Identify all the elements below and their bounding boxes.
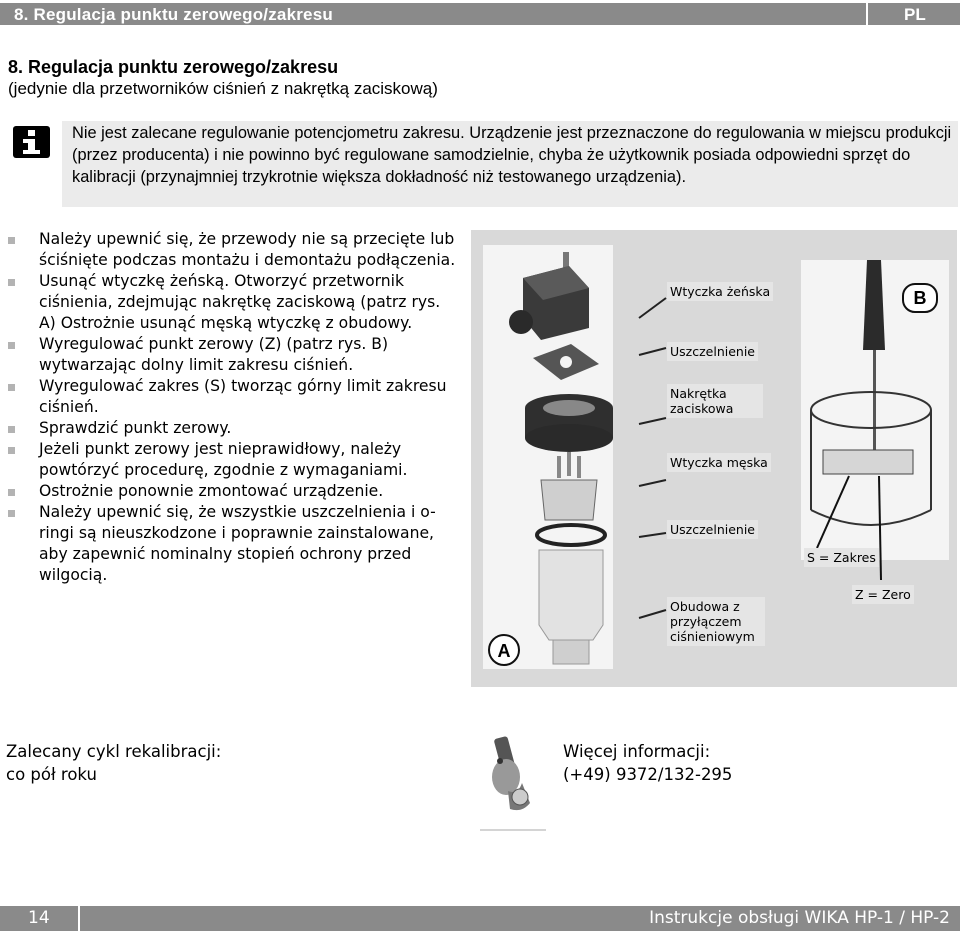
step-text: Sprawdzić punkt zerowy. — [39, 419, 232, 437]
male-plug-shape — [541, 480, 597, 520]
section-title: 8. Regulacja punktu zerowego/zakresu — [8, 57, 339, 77]
procedure-steps — [8, 229, 458, 586]
assembly-figure — [471, 230, 957, 687]
document-title: Instrukcje obsługi WIKA HP-1 / HP-2 — [649, 908, 950, 928]
step-text: Usunąć wtyczkę żeńską. Otworzyć przetwornik ciśnienia, zdejmując nakrętkę zaciskową (patrz rys. A) Ostrożnie usunąć męską wtyczkę z obudowy. — [39, 272, 441, 332]
page-number-box — [0, 906, 80, 931]
step-item — [8, 439, 458, 481]
step-item — [8, 418, 458, 439]
callout-female-plug: Wtyczka żeńska — [667, 282, 773, 301]
step-item — [8, 376, 458, 418]
phone-hand-icon — [478, 733, 548, 833]
callout-zero: Z = Zero — [852, 585, 914, 604]
more-info — [563, 740, 732, 786]
bullet-square-icon — [8, 279, 15, 286]
more-info-label: Więcej informacji: — [563, 742, 711, 761]
bullet-square-icon — [8, 384, 15, 391]
callout-clamp-nut: Nakrętka zaciskowa — [667, 384, 763, 418]
bullet-square-icon — [8, 510, 15, 517]
callout-male-plug: Wtyczka męska — [667, 453, 771, 472]
step-item — [8, 502, 458, 586]
bullet-square-icon — [8, 489, 15, 496]
bullet-square-icon — [8, 447, 15, 454]
recalibration-value: co pół roku — [6, 765, 97, 784]
recalibration-info — [6, 740, 221, 786]
bullet-square-icon — [8, 237, 15, 244]
page-number: 14 — [28, 908, 50, 928]
language-label: PL — [904, 5, 926, 24]
recalibration-label: Zalecany cykl rekalibracji: — [6, 742, 222, 761]
housing-shape — [539, 550, 603, 640]
callout-housing: Obudowa z przyłączem ciśnieniowym — [667, 597, 765, 646]
bullet-square-icon — [8, 342, 15, 349]
header-bar — [0, 3, 960, 25]
info-note-text: Nie jest zalecane regulowanie potencjometru zakresu. Urządzenie jest przeznaczone do regulowania w miejscu produkcji (przez producenta) i nie powinno być regulowane samodzielnie, chyba że użytkownik posiada odpowiedni sprzęt do kalibracji (przynajmniej trzykrotnie większa dokładność niż testowanego urządzenia). — [72, 124, 952, 186]
step-item — [8, 271, 458, 334]
step-item — [8, 334, 458, 376]
bullet-square-icon — [8, 426, 15, 433]
step-item — [8, 229, 458, 271]
header-section-title: 8. Regulacja punktu zerowego/zakresu — [14, 5, 333, 24]
label-b-text: B — [913, 288, 927, 308]
more-info-phone: (+49) 9372/132-295 — [563, 765, 733, 784]
section-subtitle: (jedynie dla przetworników ciśnień z nakrętką zaciskową) — [8, 79, 438, 98]
callout-seal-1: Uszczelnienie — [667, 342, 758, 361]
label-a-text: A — [497, 641, 511, 661]
step-text: Jeżeli punkt zerowy jest nieprawidłowy, należy powtórzyć procedurę, zgodnie z wymaganiami. — [39, 440, 408, 479]
step-item — [8, 481, 458, 502]
step-text: Należy upewnić się, że wszystkie uszczelnienia i o-ringi są nieuszkodzone i poprawnie zainstalowane, aby zapewnić nominalny stopień ochrony przed wilgocią. — [39, 503, 436, 584]
info-icon — [13, 126, 50, 158]
callout-seal-2: Uszczelnienie — [667, 520, 758, 539]
step-text: Wyregulować punkt zerowy (Z) (patrz rys. B) wytwarzając dolny limit zakresu ciśnień. — [39, 335, 389, 374]
language-badge — [866, 3, 960, 25]
callout-span: S = Zakres — [804, 548, 879, 567]
footer-bar — [0, 906, 960, 931]
step-text: Wyregulować zakres (S) tworząc górny limit zakresu ciśnień. — [39, 377, 447, 416]
step-text: Należy upewnić się, że przewody nie są przecięte lub ściśnięte podczas montażu i demontażu podłączenia. — [39, 230, 456, 269]
step-text: Ostrożnie ponownie zmontować urządzenie. — [39, 482, 384, 500]
